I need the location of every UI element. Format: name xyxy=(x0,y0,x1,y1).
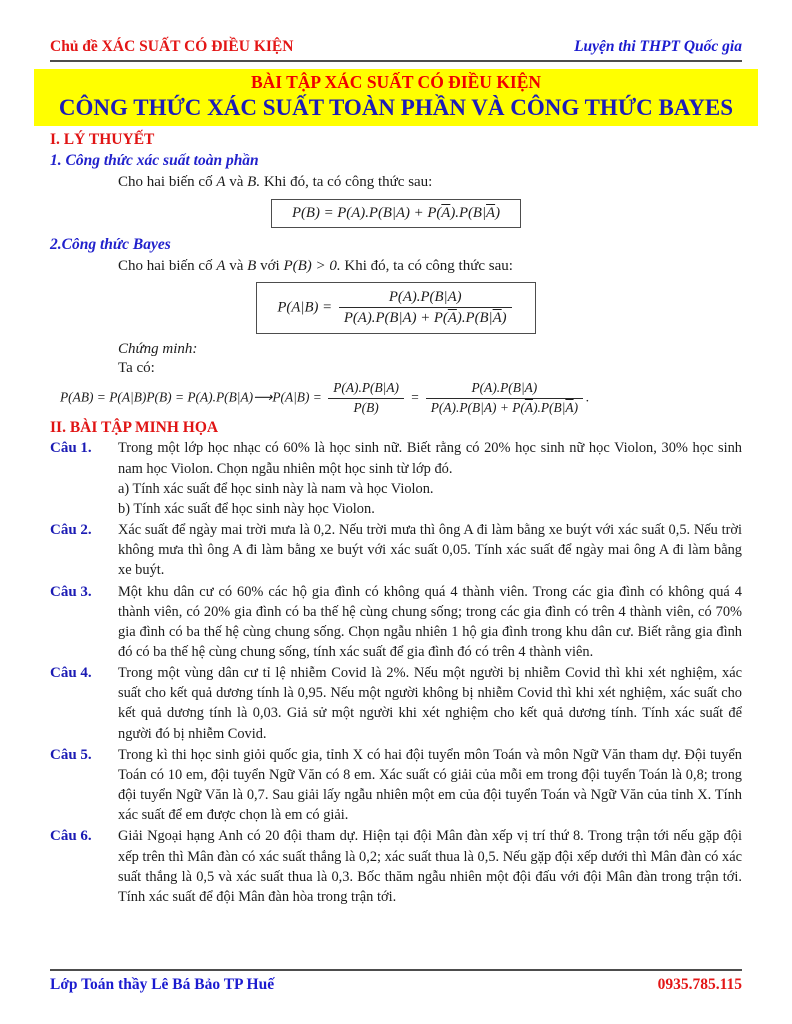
question-subitem-a: a) Tính xác suất để học sinh này là nam và học Violon. xyxy=(118,480,434,497)
total-probability-intro xyxy=(50,172,742,192)
question-label: Câu 4. xyxy=(50,665,92,682)
long-right-arrow-icon: ⟶ xyxy=(253,389,273,405)
total-probability-formula-wrap xyxy=(50,199,742,228)
footer-phone-number: 0935.785.115 xyxy=(657,976,742,993)
question-subitem-b: b) Tính xác suất để học sinh này học Violon. xyxy=(118,500,375,517)
question-row-6 xyxy=(50,826,742,907)
question-text xyxy=(118,438,742,519)
question-body: Trong một lớp học nhạc có 60% là học sinh nữ. Biết rằng có 20% học sinh nữ học Violon, 30% học sinh nam học Violon. Chọn ngẫu nhiên một học sinh từ lớp đó. xyxy=(118,440,742,477)
fraction-numerator: P(A).P(B|A) xyxy=(471,379,538,395)
question-text: Giải Ngoại hạng Anh có 20 đội tham dự. Hiện tại đội Mân đàn xếp vị trí thứ 8. Trong trận tới nếu gặp đội xếp trên thì Mân đàn có xác suất thắng là 0,2; xác suất thua là 0,5. Nếu gặp đội xếp dưới thì Mân đàn có xác suất thắng là 0,5 và xác suất thua là 0,3. Bốc thăm ngẫu nhiên một đội đấu với đội Mân đàn trong trận tới. Tính xác suất để đội Mân đàn hòa trong trận tới. xyxy=(118,828,742,905)
complement-a: $\overline{A}$ xyxy=(492,310,502,327)
intro-text: Cho hai biến cố xyxy=(118,174,217,191)
derivation-fraction-1 xyxy=(328,380,404,417)
page-header xyxy=(50,38,742,62)
header-exam-label: Luyện thi THPT Quốc gia xyxy=(574,38,742,55)
section-examples-title: II. BÀI TẬP MINH HỌA xyxy=(50,419,219,437)
proof-derivation xyxy=(50,380,742,417)
banner-subtitle: BÀI TẬP XÁC SUẤT CÓ ĐIỀU KIỆN xyxy=(250,72,542,92)
banner-main-title: CÔNG THỨC XÁC SUẤT TOÀN PHẦN VÀ CÔNG THỨC BAYES xyxy=(58,94,734,120)
complement-a: $\overline{A}$ xyxy=(447,310,457,327)
proof-intro: Ta có: xyxy=(118,359,155,376)
header-topic: Chủ đề XÁC SUẤT CÓ ĐIỀU KIỆN xyxy=(50,38,294,55)
formula-fragment: ).P(B| xyxy=(456,310,493,327)
complement-a: $\overline{A}$ xyxy=(565,399,574,415)
intro-text: với xyxy=(256,257,284,274)
intro-text: Cho hai biến cố xyxy=(118,257,217,274)
question-text: Trong kì thi học sinh giỏi quốc gia, tỉnh X có hai đội tuyển môn Toán và môn Ngữ Văn tham dự. Đội tuyển Toán có 10 em, đội tuyển Ngữ Văn có 8 em. Xác suất có giải của mỗi em trong đội tuyển Toán là 0,8; trong đội tuyển Ngữ Văn là 0,7. Sau giải lấy ngẫu nhiên một em của đội tuyển Toán và Ngữ Văn của tỉnh X. Tính xác suất để em được chọn là em có giải. xyxy=(118,746,742,824)
fraction-denominator xyxy=(426,398,583,417)
question-text: Một khu dân cư có 60% các hộ gia đình có không quá 4 thành viên. Trong các gia đình có không quá 4 thành viên, có 20% gia đình có ba thế hệ cùng chung sống; trong các gia đình có trên 4 thành viên, có 70% gia đình có ba thế hệ cùng chung sống. Chọn ngẫu nhiên 1 hộ gia đình trong khu dân cư. Biết rằng gia đình đó có ba thế hệ cùng chung sống, tính xác suất để gia đình đó có trên 4 thành viên. xyxy=(118,583,742,660)
question-label: Câu 1. xyxy=(50,440,92,457)
question-label: Câu 3. xyxy=(50,583,92,600)
bayes-intro xyxy=(50,256,742,276)
intro-text: và xyxy=(225,174,248,191)
footer-class-info: Lớp Toán thầy Lê Bá Bảo TP Huế xyxy=(50,976,275,993)
bayes-fraction xyxy=(339,288,512,328)
equals-sign: = xyxy=(410,389,420,405)
formula-fragment: ) xyxy=(573,399,579,415)
question-row-5 xyxy=(50,745,742,826)
period: . xyxy=(586,389,590,405)
complement-a: $\overline{A}$ xyxy=(524,399,534,415)
complement-a: $\overline{A}$ xyxy=(441,204,451,221)
section-theory-title: I. LÝ THUYẾT xyxy=(50,131,155,149)
math-var-a: A xyxy=(216,257,226,274)
subsection-total-probability-title: 1. Công thức xác suất toàn phần xyxy=(50,152,259,170)
derivation-step-2: P(A|B) = xyxy=(272,389,322,405)
question-row-3 xyxy=(50,582,742,663)
bayes-formula xyxy=(256,282,535,334)
intro-text: và xyxy=(225,257,248,274)
fraction-numerator: P(A).P(B|A) xyxy=(388,288,462,305)
fraction-denominator xyxy=(339,307,512,327)
formula-fragment: ).P(B| xyxy=(533,399,566,415)
question-row-4 xyxy=(50,663,742,744)
math-condition: P(B) > 0. xyxy=(283,257,341,274)
formula-fragment: ).P(B| xyxy=(450,204,487,221)
formula-fragment: ) xyxy=(501,310,507,327)
formula-fragment: ) xyxy=(495,204,501,221)
math-var-a: A xyxy=(216,174,226,191)
question-row-2 xyxy=(50,520,742,580)
question-row-1 xyxy=(50,438,742,519)
formula-fragment: P(B) = P(A).P(B|A) + P( xyxy=(291,204,442,221)
formula-fragment: P(A).P(B|A) + P( xyxy=(430,399,525,415)
question-text: Trong một vùng dân cư tỉ lệ nhiễm Covid là 2%. Nếu một người bị nhiễm Covid thì khi xét nghiệm, xác suất cho kết quả dương tính là 0,95. Nếu một người không bị nhiễm Covid thì khi xét nghiệm, xác suất cho kết quả dương tính là 0,03. Giả sử một người khi xét nghiệm cho kết quả dương tính. Tính xác suất để người đó bị nhiễm Covid. xyxy=(118,665,742,742)
bayes-formula-wrap xyxy=(50,282,742,334)
formula-fragment: P(A).P(B|A) + P( xyxy=(343,310,448,327)
derivation-step-1: P(AB) = P(A|B)P(B) = P(A).P(B|A) xyxy=(60,389,254,405)
proof-label: Chứng minh: xyxy=(118,340,198,357)
question-label: Câu 2. xyxy=(50,522,92,539)
question-text: Xác suất để ngày mai trời mưa là 0,2. Nếu trời mưa thì ông A đi làm bằng xe buýt với xác suất 0,5. Nếu trời không mưa thì ông A đi làm bằng xe buýt với xác suất 0,05. Tính xác suất để ngày mai ông A đi làm bằng xe buýt. xyxy=(118,522,742,579)
complement-a: $\overline{A}$ xyxy=(486,204,496,221)
intro-text: Khi đó, ta có công thức sau: xyxy=(260,174,433,191)
title-banner xyxy=(34,69,758,126)
intro-text: Khi đó, ta có công thức sau: xyxy=(340,257,513,274)
fraction-numerator: P(A).P(B|A) xyxy=(333,379,399,395)
derivation-fraction-2 xyxy=(426,380,583,417)
math-var-b: B xyxy=(247,257,257,274)
fraction-denominator: P(B) xyxy=(328,398,404,417)
math-var-b: B. xyxy=(247,174,261,191)
question-label: Câu 5. xyxy=(50,746,92,763)
page-footer xyxy=(50,969,742,994)
question-label: Câu 6. xyxy=(50,828,92,845)
total-probability-formula xyxy=(271,199,521,228)
subsection-bayes-title: 2.Công thức Bayes xyxy=(50,235,171,253)
formula-lhs: P(A|B) = xyxy=(277,299,333,316)
